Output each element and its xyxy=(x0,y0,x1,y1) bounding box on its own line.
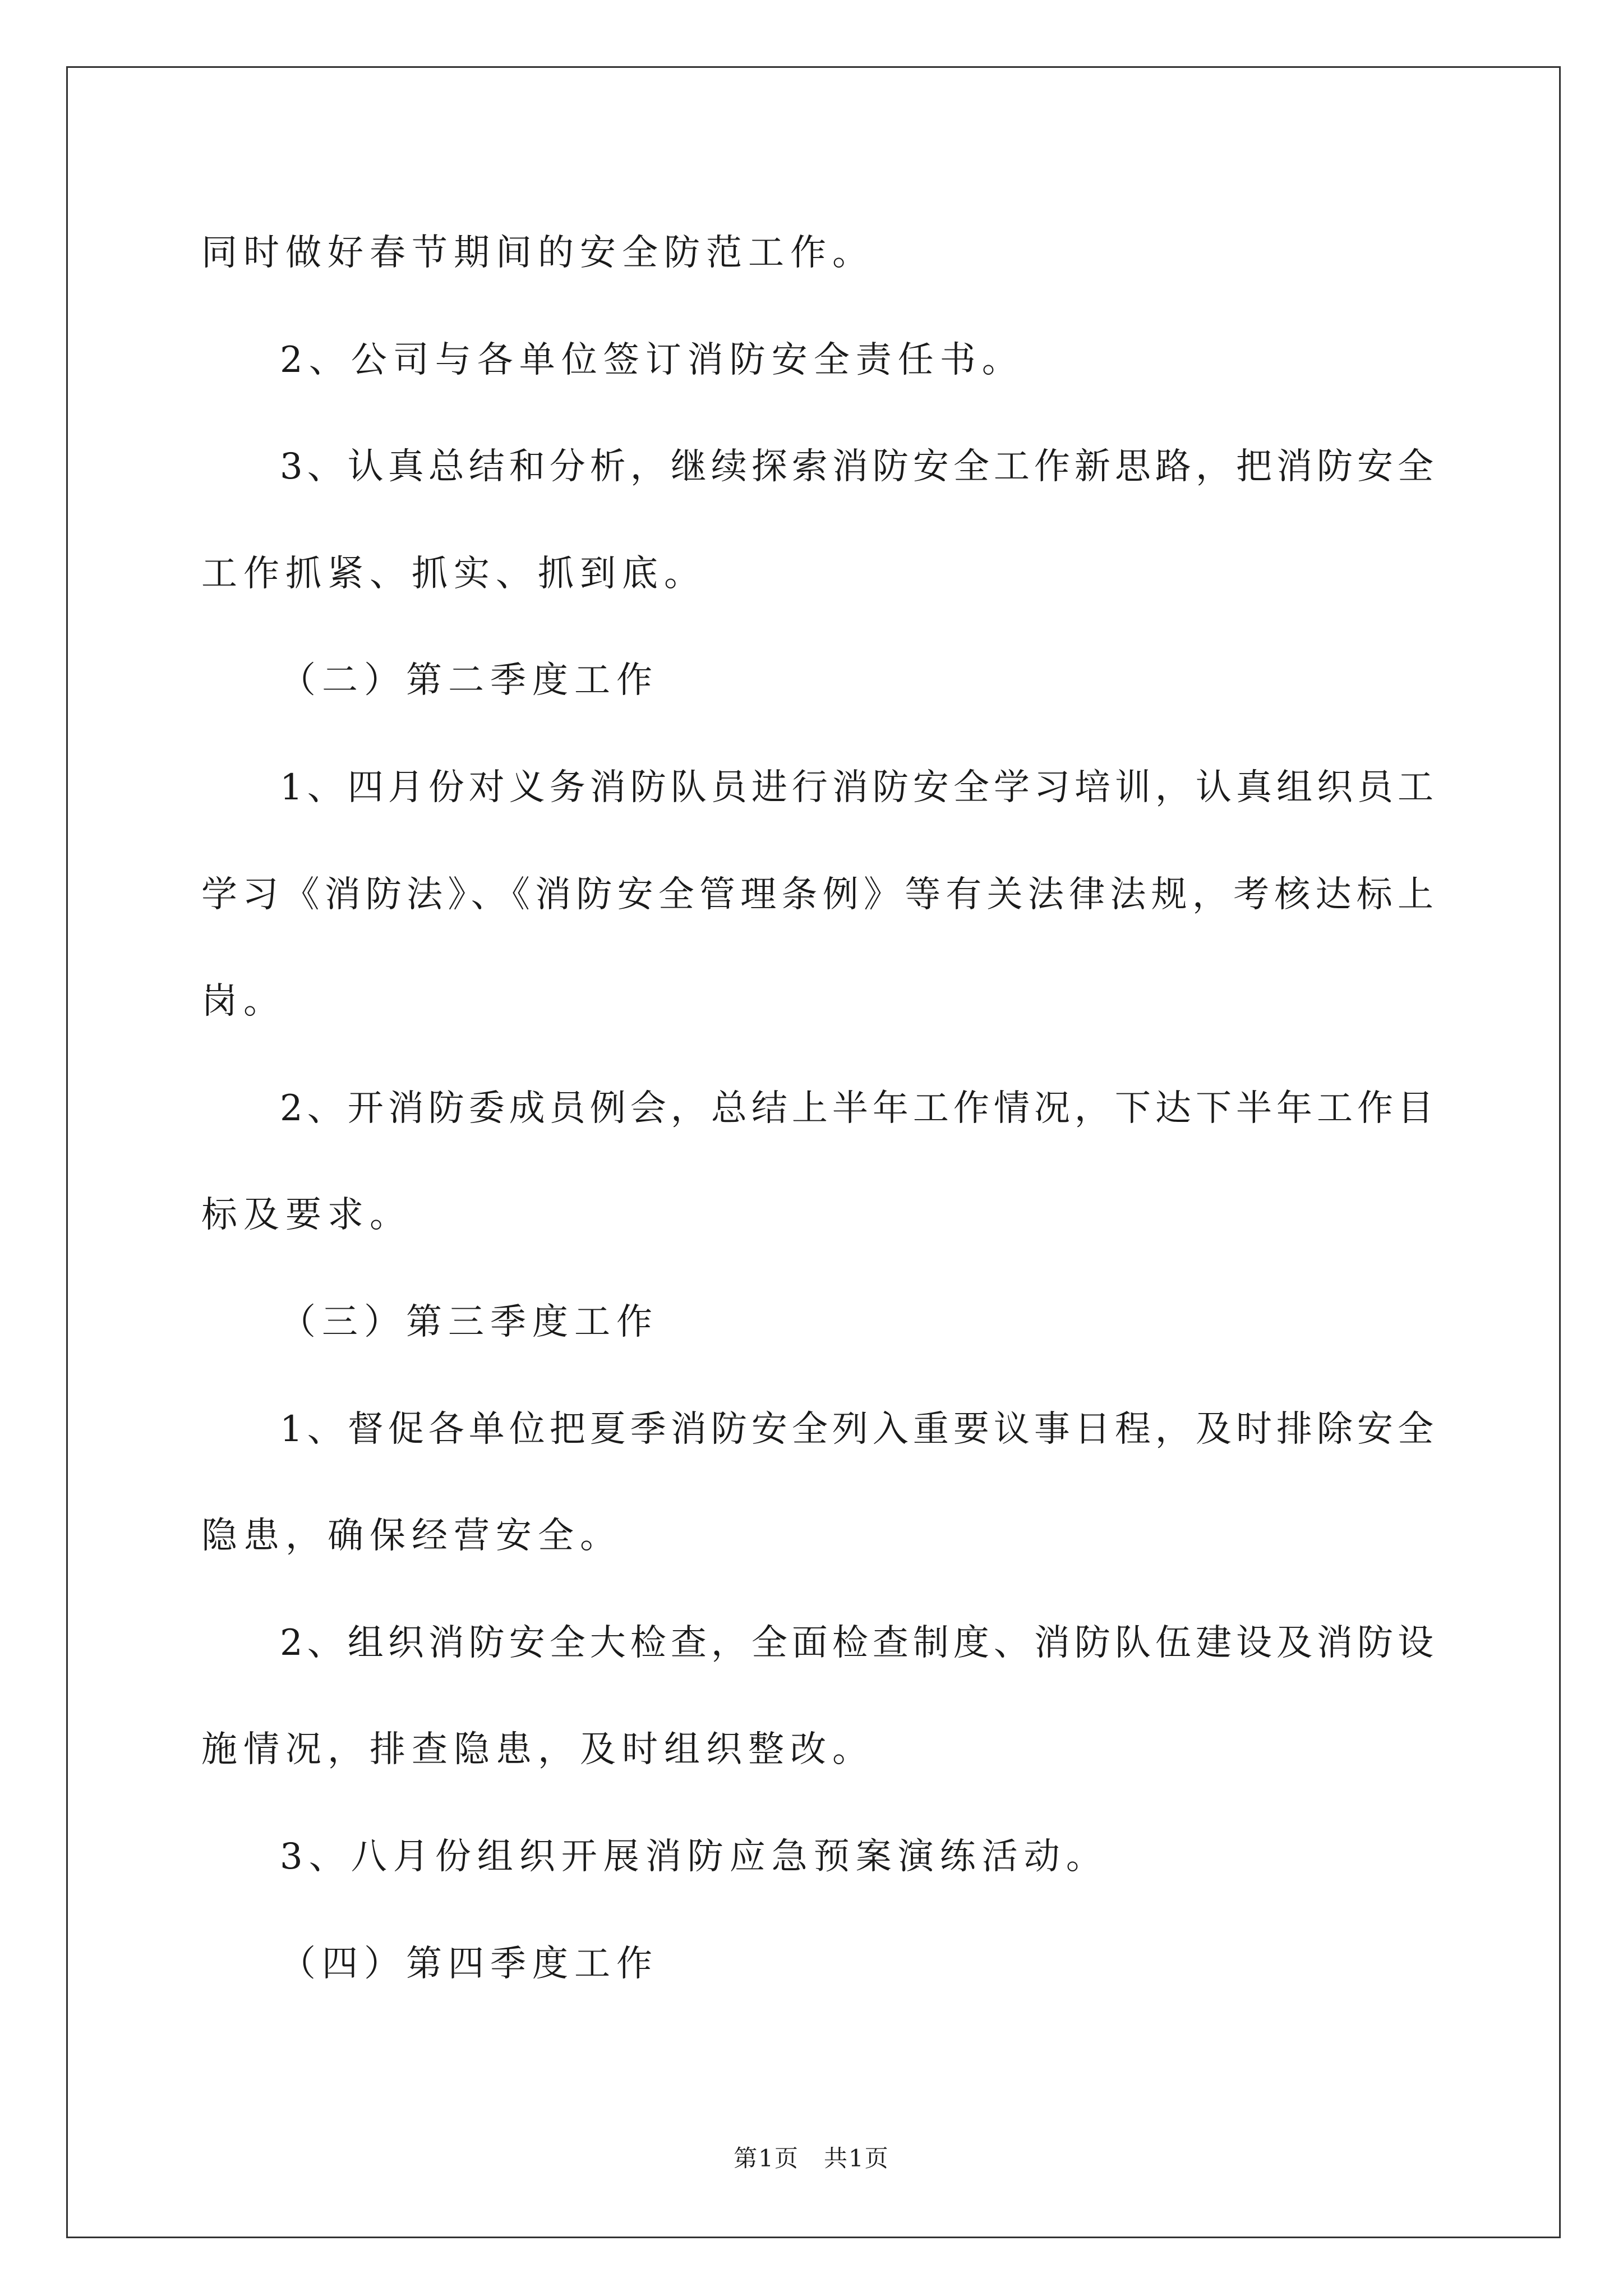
text-line: 施情况，排查隐患，及时组织整改。 xyxy=(201,1729,874,1771)
text-line: 3、认真总结和分析，继续探索消防安全工作新思路，把消防安全 xyxy=(280,446,1433,488)
section-heading: （四）第四季度工作 xyxy=(280,1943,658,1985)
text-line: 1、四月份对义务消防队员进行消防安全学习培训，认真组织员工 xyxy=(280,766,1433,808)
document-body xyxy=(201,200,1433,2017)
text-line: 工作抓紧、抓实、抓到底。 xyxy=(201,553,706,595)
text-line: 1、督促各单位把夏季消防安全列入重要议事日程，及时排除安全 xyxy=(280,1408,1433,1450)
text-line: 2、组织消防安全大检查，全面检查制度、消防队伍建设及消防设 xyxy=(280,1622,1433,1664)
page-number-footer: 第1页 共1页 xyxy=(734,2145,889,2172)
text-line: 同时做好春节期间的安全防范工作。 xyxy=(201,232,874,274)
text-line: 岗。 xyxy=(201,981,285,1023)
text-line: 隐患，确保经营安全。 xyxy=(201,1515,622,1557)
text-line: 标及要求。 xyxy=(201,1194,412,1236)
text-line: 学习《消防法》、《消防安全管理条例》等有关法律法规，考核达标上 xyxy=(201,873,1433,915)
text-line: 2、开消防委成员例会，总结上半年工作情况，下达下半年工作目 xyxy=(280,1087,1433,1129)
section-heading: （三）第三季度工作 xyxy=(280,1301,658,1343)
text-line: 3、八月份组织开展消防应急预案演练活动。 xyxy=(280,1835,1108,1878)
text-line: 2、公司与各单位签订消防安全责任书。 xyxy=(280,339,1024,381)
section-heading: （二）第二季度工作 xyxy=(280,660,658,702)
